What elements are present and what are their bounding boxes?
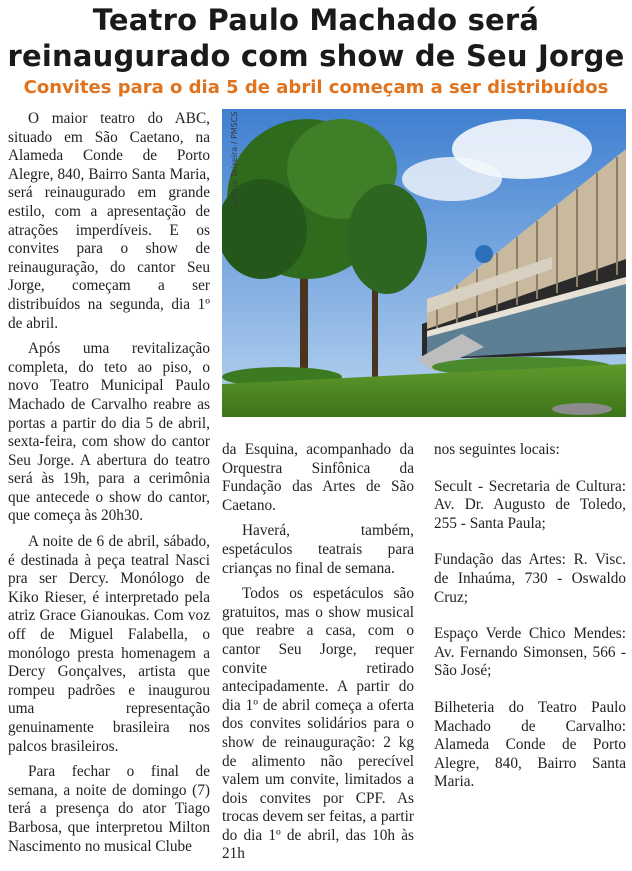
- paragraph: O maior teatro do ABC, situado em São Caetano, na Alameda Conde de Porto Alegre, 840, Bairro Santa Maria, será reinaugurado em grande estilo, com a apresentação de atrações imperdíveis. E os convites para o show de reinauguração, do cantor Seu Jorge, começam a ser distribuídos na segunda, dia 1º de abril.: [8, 110, 210, 332]
- article-column-1: [8, 110, 210, 863]
- paragraph: Todos os espetáculos são gratuitos, mas o show musical que reabre a casa, com o cantor Seu Jorge, requer convite retirado antecipadamente. A partir do dia 1º de abril começa a oferta dos convites solidários para o show de reinauguração: 2 kg de alimento não perecível valem um convite, limitados a dois convites por CPF. As trocas devem ser feitas, a partir do dia 1º de abril, das 10h às 21h: [222, 585, 414, 863]
- paragraph: Haverá, também, espetáculos teatrais para crianças no final de semana.: [222, 522, 414, 577]
- theater-photo: [222, 109, 626, 417]
- location-secult: Secult - Secretaria de Cultura: Av. Dr. Augusto de Toledo, 255 - Santa Paula;: [434, 477, 626, 532]
- paragraph: A noite de 6 de abril, sábado, é destinada à peça teatral Nasci pra ser Dercy. Monólogo de Kiko Rieser, é interpretado pela atriz Grace Gianoukas. Com voz off de Miguel Falabella, o monólogo presta homenagem a Dercy Gonçalves, artista que rompeu padrões e inaugurou uma representação genuinamente brasileira nos palcos brasileiros.: [8, 533, 210, 755]
- article-column-2: [222, 441, 414, 871]
- location-fundacao: Fundação das Artes: R. Visc. de Inhaúma, 730 - Oswaldo Cruz;: [434, 551, 626, 606]
- paragraph: nos seguintes locais:: [434, 441, 560, 458]
- paragraph: Após uma revitalização completa, do teto ao piso, o novo Teatro Municipal Paulo Machado de Carvalho reabre as portas a partir do dia 5 de abril, sexta-feira, com show do cantor Seu Jorge. A abertura do teatro será às 19h, para a cerimônia que antecede o show do cantor, que começa às 20h30.: [8, 340, 210, 525]
- location-bilheteria: Bilheteria do Teatro Paulo Machado de Carvalho: Alameda Conde de Porto Alegre, 840, Bairro Santa Maria.: [434, 698, 626, 791]
- article-column-3: [434, 441, 626, 810]
- location-espaco-verde: Espaço Verde Chico Mendes: Av. Fernando Simonsen, 566 - São José;: [434, 625, 626, 680]
- subheadline: Convites para o dia 5 de abril começam a ser distribuídos: [23, 77, 609, 98]
- headline-line-1: Teatro Paulo Machado será: [92, 3, 540, 37]
- headline-line-2: reinaugurado com show de Seu Jorge: [7, 39, 625, 73]
- headline: [0, 2, 632, 74]
- paragraph: Para fechar o final de semana, a noite de domingo (7) terá a presença do ator Tiago Barbosa, que interpretou Milton Nascimento no musical Clube: [8, 763, 210, 855]
- theater-logo-icon: [475, 245, 493, 263]
- photo-credit: Letícia Teixeira / PMSCS: [230, 112, 239, 207]
- paragraph: da Esquina, acompanhado da Orquestra Sinfônica da Fundação das Artes de São Caetano.: [222, 441, 414, 514]
